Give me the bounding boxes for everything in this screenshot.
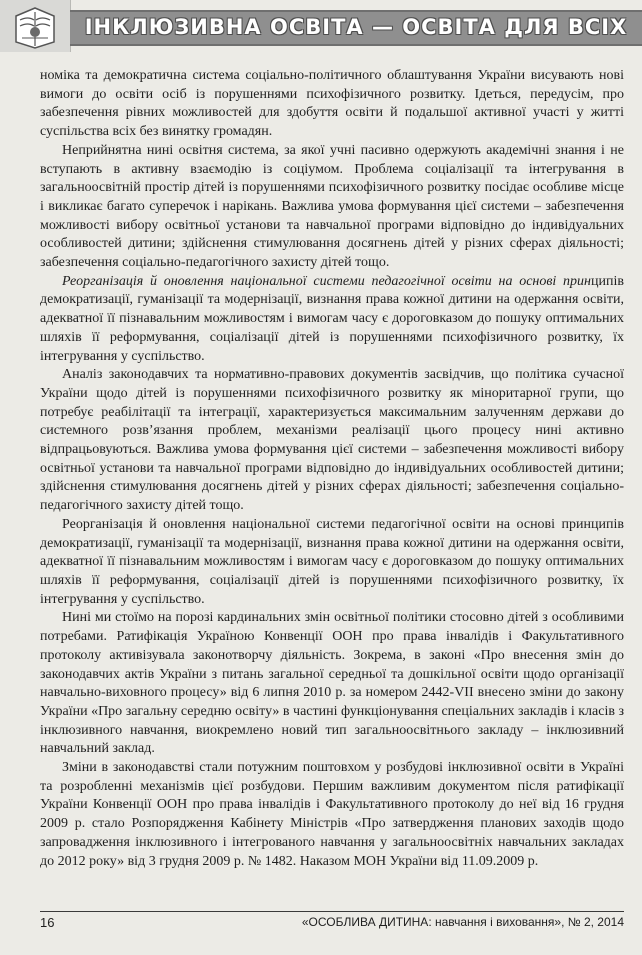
paragraph: Нині ми стоїмо на порозі кардинальних змін освітньої політики стосовно дітей з особливими потребами. Ратифікація Україною Конвенції ООН про права інвалідів і Факультативного протоколу активізувала законотворчу діяльність. Зокрема, в законі «Про внесення змін до законодавчих актів України з питань загальної середньої та дошкільної освіти щодо організації навчально-виховного процесу» від 6 липня 2010 р. за номером 2442-VII внесено зміни до закону України «Про загальну середню освіту» в частині функціонування спеціальних закладів і класів з інклюзивного навчання, виокремлено новий тип загальноосвітнього закладу – інклюзивний навчальний заклад. — [40, 610, 624, 757]
journal-citation: «ОСОБЛИВА ДИТИНА: навчання і виховання», № 2, 2014 — [301, 915, 624, 929]
paragraph — [40, 273, 624, 367]
book-emblem-icon — [10, 2, 60, 50]
paragraph: номіка та демократична система соціально-політичного облаштування України висувають нові вимоги до освіти осіб із порушеннями психофізичного розвитку. Ідеться, передусім, про забезпечення рівних можливостей для здобуття освіти й подальшої активної участі у житті суспільства всіх без винятку громадян. — [40, 68, 624, 140]
paragraph: Неприйнятна нині освітня система, за якої учні пасивно одержують академічні знання і не вступають в активну взаємодію із соціумом. Проблема соціалізації та інтегрування в загальноосвітній простір дітей із порушеннями психофізичного розвитку посідає особливе місце і викликає багато суперечок і нарікань. Важлива умова формування цієї системи – забезпечення можливості вибору освітньої установи та навчальної програми відповідно до індивідуальних особливостей дитини; здійснення стимулювання досягнень дітей у різних сферах діяльності; забезпечення соціально-педагогічного захисту дітей тощо. — [40, 142, 624, 271]
paragraph-rest: ципів демократизації, гуманізації та модернізації, визнання права кожної дитини на одержання освіти, адекватної її пізнавальним можливостям і вимогам часу є дороговказом до пошуку оптимальних шляхів її реформування, соціалізації дітей із порушеннями психофізичного розвитку, їх інтегрування у суспільство. — [40, 273, 624, 364]
paragraph: Реорганізація й оновлення національної системи педагогічної освіти на основі принципів демократизації, гуманізації та модернізації, визнання права кожної дитини на одержання освіти, адекватної її пізнавальним можливостям і вимогам часу є дороговказом до пошуку оптимальних шляхів її реформування, соціалізації дітей із порушеннями психофізичного розвитку, їх інтегрування у суспільство. — [40, 516, 624, 607]
italic-lead: Реорганізація й оновлення національної системи педагогічної освіти на основі прин — [62, 273, 592, 289]
journal-logo — [0, 0, 71, 52]
footer-divider — [40, 911, 624, 912]
article-body — [40, 67, 624, 871]
page-header — [0, 0, 642, 56]
header-band — [70, 10, 642, 46]
paragraph: Аналіз законодавчих та нормативно-правових документів засвідчив, що політика сучасної України щодо дітей із порушеннями психофізичного розвитку як міноритарної групи, що потребує реабілітації та інтеграції, характеризується максимальним залученням держави до системного розв’язання проблем, механізми реалізації цього процесу нині активно відпрацьовуються. Важлива умова формування цієї системи – забезпечення можливості вибору освітньої установи та навчальної програми відповідно до індивідуальних особливостей дитини; здійснення стимулювання досягнень дітей у різних сферах діяльності; забезпечення соціально-педагогічного захисту дітей тощо. — [40, 367, 624, 514]
paragraph: Зміни в законодавстві стали потужним поштовхом у розбудові інклюзивної освіти в Україні та розробленні механізмів цієї розбудови. Першим важливим документом після ратифікації України Конвенції ООН про права інвалідів і Факультативного протоколу до неї від 16 грудня 2009 р. стало Розпорядження Кабінету Міністрів «Про затвердження планових заходів щодо запровадження інклюзивного і інтегрованого навчання у загальноосвітніх навчальних закладах до 2012 року» від 3 грудня 2009 р. № 1482. Наказом МОН України від 11.09.2009 р. — [40, 760, 624, 869]
page-number: 16 — [40, 915, 55, 930]
running-title: ІНКЛЮЗИВНА ОСВІТА — ОСВІТА ДЛЯ ВСІХ — [84, 15, 628, 39]
